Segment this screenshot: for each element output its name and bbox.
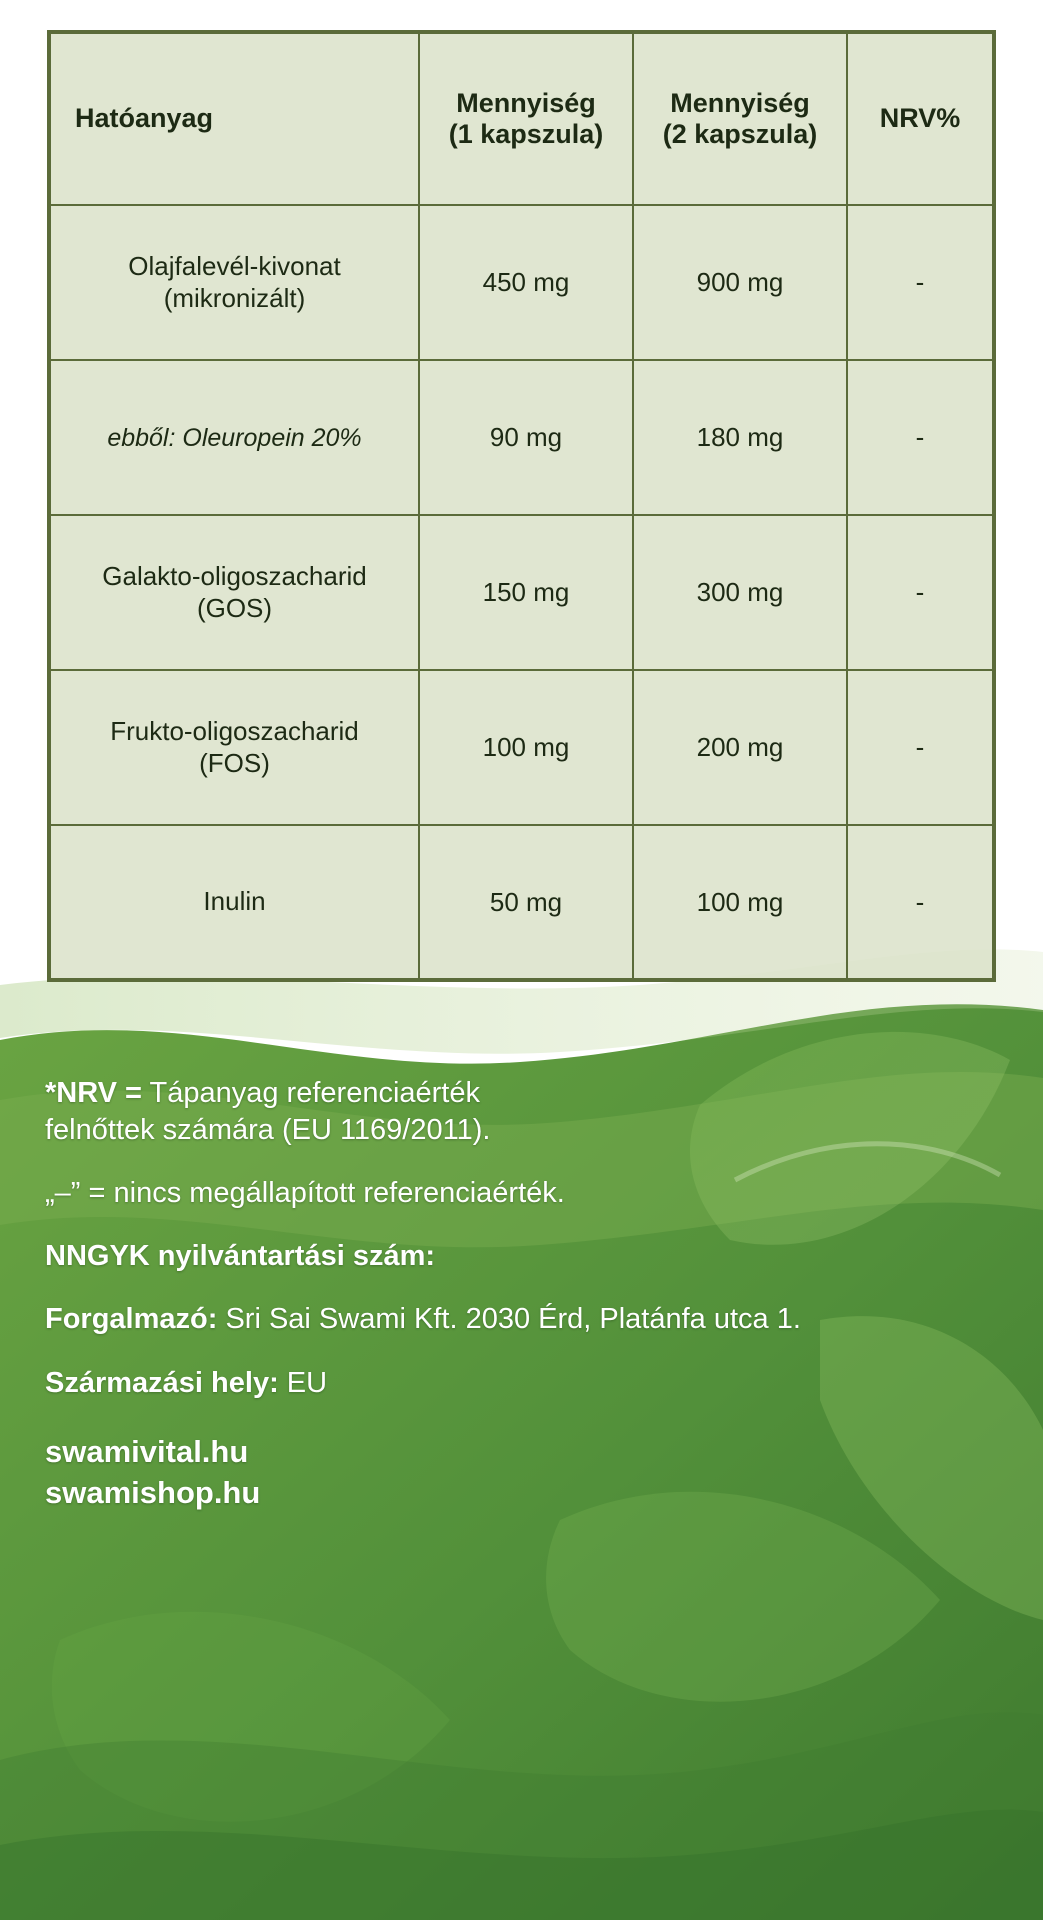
table-row [49, 825, 994, 980]
cell-one-capsule: 450 mg [419, 205, 633, 360]
cell-ingredient-name [49, 205, 419, 360]
cell-one-capsule: 90 mg [419, 360, 633, 515]
cell-two-capsules: 900 mg [633, 205, 847, 360]
header-ingredient: Hatóanyag [49, 32, 419, 205]
origin-label: Származási hely: [45, 1366, 279, 1399]
nrv-definition-label: *NRV = [45, 1077, 142, 1109]
distributor [45, 1301, 1005, 1338]
cell-nrv: - [847, 515, 994, 670]
ingredient-name-line1: Galakto-oligoszacharid [102, 561, 367, 592]
table-header-row [49, 32, 994, 205]
nrv-definition-line1: Tápanyag referenciaérték [141, 1077, 480, 1109]
distributor-label: Forgalmazó: [45, 1303, 218, 1336]
header-amount-one-capsule [419, 32, 633, 205]
table-row [49, 205, 994, 360]
ingredient-name-line2: (mikronizált) [163, 282, 306, 313]
origin [45, 1365, 1005, 1402]
origin-value: EU [278, 1366, 328, 1399]
registration-number-label: NNGYK nyilvántartási szám: [45, 1240, 436, 1273]
cell-two-capsules: 180 mg [633, 360, 847, 515]
notes-section [45, 1075, 1005, 1513]
cell-one-capsule: 100 mg [419, 670, 633, 825]
cell-ingredient-name: Inulin [49, 825, 419, 980]
header-nrv: NRV% [847, 32, 994, 205]
ingredient-name-line2: (FOS) [199, 747, 270, 778]
nrv-definition [45, 1075, 1005, 1149]
distributor-value: Sri Sai Swami Kft. 2030 Érd, Platánfa utca 1. [217, 1303, 801, 1336]
ingredients-table-wrapper [47, 30, 992, 982]
table-row [49, 360, 994, 515]
cell-nrv: - [847, 670, 994, 825]
cell-two-capsules: 300 mg [633, 515, 847, 670]
cell-two-capsules: 200 mg [633, 670, 847, 825]
header-amount-one-line1: Mennyiség [456, 87, 596, 118]
table-row [49, 670, 994, 825]
ingredient-name-line1: Frukto-oligoszacharid [110, 716, 359, 747]
cell-nrv: - [847, 825, 994, 980]
cell-ingredient-name: ebből: Oleuropein 20% [49, 360, 419, 515]
website-links [45, 1432, 1005, 1514]
table-body [49, 205, 994, 980]
registration-number [45, 1238, 1005, 1275]
cell-one-capsule: 50 mg [419, 825, 633, 980]
header-amount-two-line2: (2 kapszula) [662, 119, 818, 149]
cell-one-capsule: 150 mg [419, 515, 633, 670]
ingredients-table [47, 30, 996, 982]
table-row [49, 515, 994, 670]
cell-ingredient-name [49, 670, 419, 825]
table-head [49, 32, 994, 205]
header-amount-two-line1: Mennyiség [670, 87, 810, 118]
cell-nrv: - [847, 360, 994, 515]
cell-nrv: - [847, 205, 994, 360]
header-amount-one-line2: (1 kapszula) [448, 119, 604, 149]
cell-two-capsules: 100 mg [633, 825, 847, 980]
ingredient-name-line1: Olajfalevél-kivonat [128, 251, 341, 282]
link-swamishop[interactable]: swamishop.hu [45, 1474, 261, 1510]
cell-ingredient-name [49, 515, 419, 670]
link-swamivital[interactable]: swamivital.hu [45, 1433, 249, 1469]
ingredient-name-line2: (GOS) [196, 592, 273, 623]
dash-definition: „–” = nincs megállapított referenciaérték. [45, 1177, 565, 1210]
header-amount-two-capsules [633, 32, 847, 205]
nrv-definition-line2: felnőttek számára (EU 1169/2011). [45, 1114, 491, 1147]
